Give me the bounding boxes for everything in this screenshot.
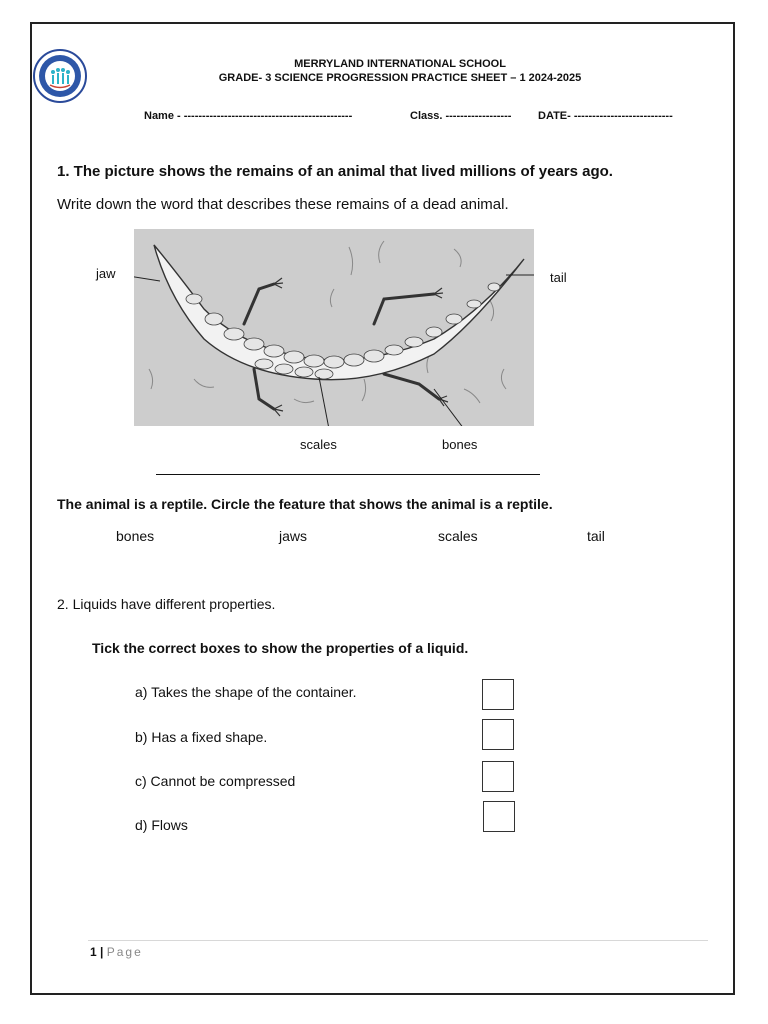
label-jaw: jaw	[96, 266, 116, 281]
tick-box-d[interactable]	[483, 801, 515, 832]
property-item-c: c) Cannot be compressed	[135, 773, 296, 789]
page-number: 1	[90, 945, 97, 959]
option-bones[interactable]: bones	[116, 528, 155, 544]
question-1-title: 1. The picture shows the remains of an animal that lived millions of years ago.	[57, 163, 613, 180]
option-jaws[interactable]: jaws	[279, 528, 308, 544]
sheet-title: GRADE- 3 SCIENCE PROGRESSION PRACTICE SHEET – 1 2024-2025	[218, 72, 582, 84]
fossil-figure	[134, 229, 534, 426]
date-field[interactable]: DATE- ---------------------------	[538, 110, 673, 122]
question-1-instruction: Write down the word that describes these remains of a dead animal.	[57, 196, 509, 213]
property-item-b: b) Has a fixed shape.	[135, 729, 268, 745]
school-name: MERRYLAND INTERNATIONAL SCHOOL	[294, 58, 506, 70]
footer-separator: |	[100, 945, 104, 959]
reptile-question: The animal is a reptile. Circle the feature that shows the animal is a reptile.	[57, 496, 553, 512]
property-item-d: d) Flows	[135, 817, 188, 833]
page-word: Page	[106, 945, 143, 959]
option-tail[interactable]: tail	[587, 528, 605, 544]
name-field[interactable]: Name - ----------------------------------------------	[144, 110, 353, 122]
label-scales: scales	[300, 437, 337, 452]
page-footer	[90, 945, 143, 959]
option-scales[interactable]: scales	[438, 528, 478, 544]
footer-divider	[88, 940, 708, 941]
answer-line[interactable]	[156, 474, 540, 475]
question-2-instruction: Tick the correct boxes to show the properties of a liquid.	[92, 640, 469, 656]
label-tail: tail	[550, 270, 567, 285]
tick-box-c[interactable]	[482, 761, 514, 792]
tick-box-b[interactable]	[482, 719, 514, 750]
school-logo-icon	[32, 48, 88, 104]
property-item-a: a) Takes the shape of the container.	[135, 684, 357, 700]
label-bones: bones	[442, 437, 478, 452]
tick-box-a[interactable]	[482, 679, 514, 710]
question-2-title: 2. Liquids have different properties.	[57, 596, 276, 612]
class-field[interactable]: Class. ------------------	[410, 110, 512, 122]
